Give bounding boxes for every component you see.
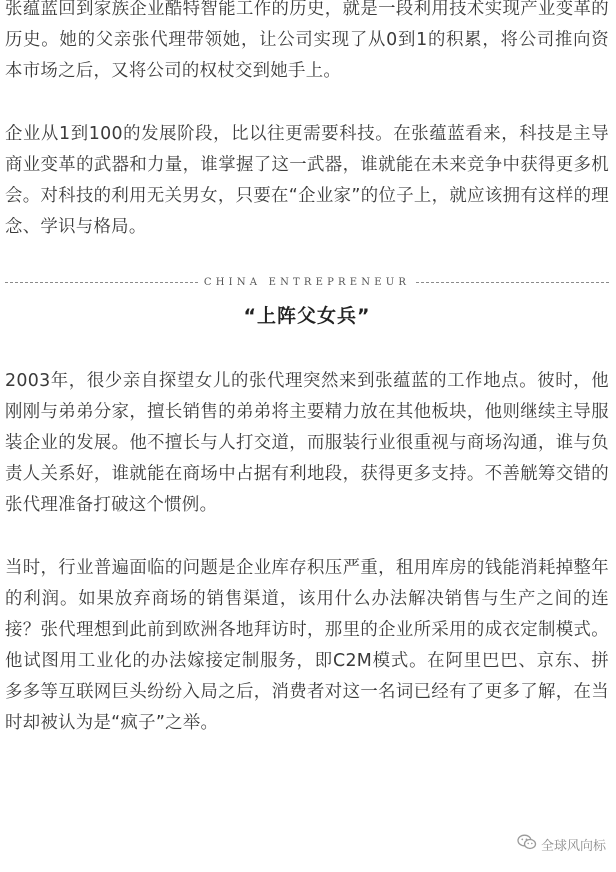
article-paragraph: 企业从1到100的发展阶段，比以往更需要科技。在张蕴蓝看来，科技是主导商业变革的武器和力量，谁掌握了这一武器，谁就能在未来竞争中获得更多机会。对科技的利用无关男女，只要在“企业家”的位子上，就应该拥有这样的理念、学识与格局。 [5, 124, 609, 237]
section-divider [5, 275, 609, 289]
divider-line-left [5, 282, 198, 283]
divider-label: CHINA ENTREPRENEUR [203, 276, 411, 288]
divider-line-right [416, 282, 609, 283]
wechat-icon [517, 834, 541, 854]
section-title: “上阵父女兵” [243, 305, 371, 327]
watermark [517, 834, 606, 854]
article-paragraph: 2003年，很少亲自探望女儿的张代理突然来到张蕴蓝的工作地点。彼时，他刚刚与弟弟分家，擅长销售的弟弟将主要精力放在其他板块，他则继续主导服装企业的发展。他不擅长与人打交道，而服装行业很重视与商场沟通，谁与负责人关系好，谁就能在商场中占据有利地段，获得更多支持。不善觥筹交错的张代理准备打破这个惯例。 [5, 371, 609, 515]
paragraph-spacer [5, 87, 609, 119]
watermark-text: 全球风向标 [540, 838, 606, 854]
paragraph-spacer [5, 521, 609, 553]
article-paragraph: 张蕴蓝回到家族企业酷特智能工作的历史，就是一段利用技术实现产业变革的历史。她的父亲张代理带领她，让公司实现了从0到1的积累，将公司推向资本市场之后，又将公司的权杖交到她手上。 [5, 0, 609, 81]
article-paragraph: 当时，行业普遍面临的问题是企业库存积压严重，租用库房的钱能消耗掉整年的利润。如果放弃商场的销售渠道，该用什么办法解决销售与生产之间的连接？张代理想到此前到欧洲各地拜访时，那里的企业所采用的成衣定制模式。他试图用工业化的办法嫁接定制服务，即C2M模式。在阿里巴巴、京东、拼多多等互联网巨头纷纷入局之后，消费者对这一名词已经有了更多了解，在当时却被认为是“疯子”之举。 [5, 558, 609, 733]
